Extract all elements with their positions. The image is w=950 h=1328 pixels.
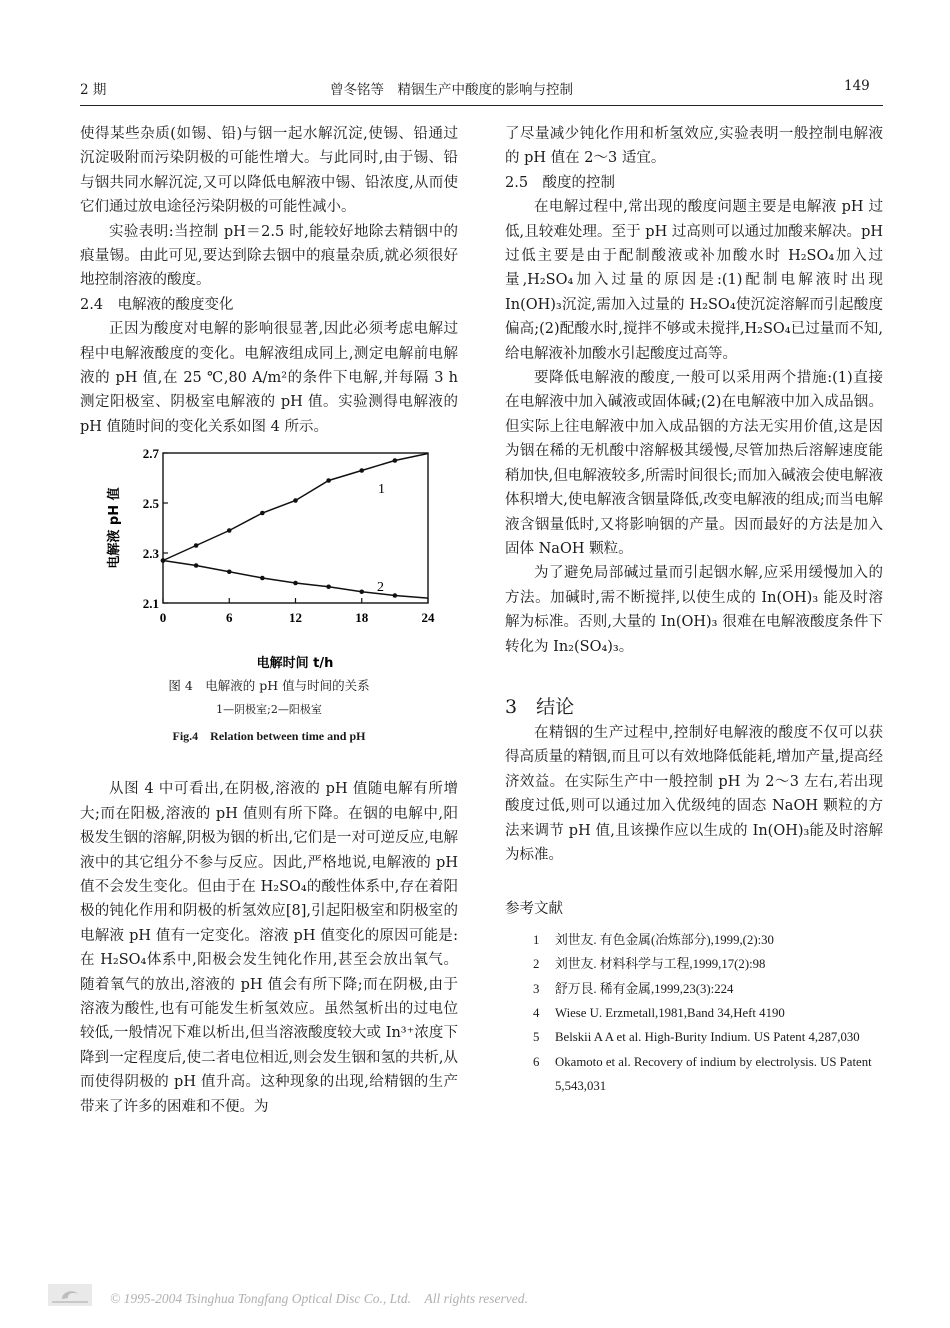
data-point-series-1 — [260, 511, 265, 516]
series-line-2 — [163, 561, 428, 599]
reference-item: 4 Wiese U. Erzmetall,1981,Band 34,Heft 4190 — [533, 1006, 785, 1020]
paragraph: 在电解过程中,常出现的酸度问题主要是电解液 pH 过低,且较难处理。至于 pH 过高则可以通过加酸来解决。pH 过低主要是由于配制酸液或补加酸水时 H₂SO₄加入过量,H₂SO₄加入过量的原因是:(1)配制电解液时出现 In(OH)₃沉淀,需加入过量的 H₂SO₄使沉淀溶解而引起酸度偏高;(2)配酸水时,搅拌不够或未搅拌,H₂SO₄已过量而不知,给电解液补加酸水引起酸度过高等。 — [505, 199, 883, 362]
header-rule — [80, 105, 883, 106]
left-column — [80, 122, 458, 1119]
x-axis-label: 电解时间 t/h — [256, 656, 334, 672]
paragraph: 在精铟的生产过程中,控制好电解液的酸度不仅可以获得高质量的精铟,而且可以有效地降低能耗,增加产量,提高经济效益。在实际生产中一般控制 pH 为 2～3 左右,若出现酸度过低,则可以通过加入优级纯的固态 NaOH 颗粒的方法来调节 pH 值,且该操作应以生成的 In(OH)₃能及时溶解为标准。 — [505, 724, 883, 863]
reference-item: 1 刘世友. 有色金属(冶炼部分),1999,(2):30 — [533, 932, 774, 947]
x-tick-label: 12 — [289, 610, 302, 626]
series-label-2: 2 — [377, 580, 384, 596]
figure-legend-cn: 1—阴极室;2—阳极室 — [216, 703, 322, 717]
figure-caption-en: Fig.4 Relation between time and pH — [172, 729, 366, 744]
page-number: 149 — [844, 78, 870, 94]
section-heading-2-4: 2.4 电解液的酸度变化 — [80, 296, 234, 313]
paragraph: 实验表明:当控制 pH＝2.5 时,能较好地除去精铟中的痕量锡。由此可见,要达到除去铟中的痕量杂质,就必须很好地控制溶液的酸度。 — [80, 223, 458, 289]
issue-number: 2 期 — [80, 82, 107, 98]
paragraph: 从图 4 中可看出,在阴极,溶液的 pH 值随电解有所增大;而在阳极,溶液的 pH 值则有所下降。在铟的电解中,阳极发生铟的溶解,阴极为铟的析出,它们是一对可逆反应,电解液中的其它组分不参与反应。因此,严格地说,电解液的 pH 值不会发生变化。但由于在 H₂SO₄的酸性体系中,存在着阳极的钝化作用和阴极的析氢效应[8],引起阳极室和阴极室的电解液 pH 值有一定变化。溶液 pH 值变化的原因可能是:在 H₂SO₄体系中,阳极会发生钝化作用,甚至会放出氧气。随着氧气的放出,溶液的 pH 值会有所下降;而在阴极,由于溶液为酸性,也有可能发生析氢效应。虽然氢析出的过电位较低,一般情况下难以析出,但当溶液酸度较大或 In³⁺浓度下降到一定程度后,使二者电位相近,则会发生铟和氢的共析,从而使得阴极的 pH 值升高。这种现象的出现,给精铟的生产带来了许多的困难和不便。为 — [80, 781, 458, 1115]
data-point-series-2 — [227, 570, 232, 575]
paragraph: 为了避免局部碱过量而引起铟水解,应采用缓慢加入的方法。加碱时,需不断搅拌,以使生成的 In(OH)₃ 能及时溶解为标准。否则,大量的 In(OH)₃ 很难在电解液酸度条件下转化为 In₂(SO₄)₃。 — [505, 565, 883, 655]
plot-frame — [163, 453, 428, 603]
references-heading: 参考文献 — [505, 901, 563, 918]
reference-item: 2 刘世友. 材料科学与工程,1999,17(2):98 — [533, 957, 766, 972]
data-point-series-2 — [393, 593, 398, 598]
paragraph: 了尽量减少钝化作用和析氢效应,实验表明一般控制电解液的 pH 值在 2～3 适宜。 — [505, 126, 883, 167]
reference-item: 3 舒万艮. 稀有金属,1999,23(3):224 — [533, 981, 734, 996]
data-point-series-2 — [293, 581, 298, 586]
copyright-footer — [48, 1284, 608, 1308]
data-point-series-2 — [260, 576, 265, 581]
reference-item: 6 Okamoto et al. Recovery of indium by electrolysis. US Patent 5,543,031 — [533, 1054, 872, 1094]
figure-caption-cn: 图 4 电解液的 pH 值与时间的关系 — [168, 678, 370, 694]
series-line-1 — [163, 454, 428, 561]
data-point-series-2 — [326, 585, 331, 590]
data-point-series-1 — [227, 528, 232, 533]
y-tick-label: 2.1 — [142, 596, 159, 612]
y-axis-label: 电解液 pH 值 — [107, 487, 122, 569]
y-tick-label: 2.7 — [142, 446, 159, 462]
data-point-series-1 — [359, 468, 364, 473]
data-point-series-2 — [359, 590, 364, 595]
section-heading-2-5: 2.5 酸度的控制 — [505, 174, 616, 191]
data-point-series-1 — [393, 458, 398, 463]
reference-item: 5 Belskii A A et al. High-Burity Indium. US Patent 4,287,030 — [533, 1030, 860, 1045]
x-tick-label: 0 — [159, 610, 167, 626]
y-tick-label: 2.3 — [142, 546, 159, 562]
data-point-series-1 — [326, 478, 331, 483]
reference-list — [505, 928, 883, 1099]
figure-4 — [80, 445, 458, 777]
x-tick-label: 24 — [421, 610, 435, 626]
ph-time-chart — [80, 445, 458, 677]
data-point-series-2 — [194, 563, 199, 568]
right-column — [505, 122, 883, 1099]
running-title: 曾冬铭等 精铟生产中酸度的影响与控制 — [330, 82, 573, 98]
data-point-series-1 — [194, 543, 199, 548]
data-point-series-1 — [293, 498, 298, 503]
paragraph: 正因为酸度对电解的影响很显著,因此必须考虑电解过程中电解液酸度的变化。电解液组成同上,测定电解前电解液的 pH 值,在 25 ℃,80 A/m²的条件下电解,并每隔 3 h 测定阳极室、阴极室电解液的 pH 值。实验测得电解液的 pH 值随时间的变化关系如图 4 所示。 — [80, 321, 458, 435]
section-heading-3: 3 结论 — [505, 695, 575, 718]
paragraph: 使得某些杂质(如锡、铅)与铟一起水解沉淀,使锡、铅通过沉淀吸附而污染阴极的可能性增大。与此同时,由于锡、铅与铟共同水解沉淀,又可以降低电解液中锡、铅浓度,从而使它们通过放电途径污染阴极的可能性减小。 — [80, 126, 458, 216]
series-label-1: 1 — [378, 482, 385, 498]
copyright-text: © 1995-2004 Tsinghua Tongfang Optical Disc Co., Ltd. All rights reserved. — [110, 1291, 528, 1306]
x-tick-label: 18 — [355, 610, 369, 626]
publisher-logo-icon — [48, 1284, 92, 1306]
paragraph: 要降低电解液的酸度,一般可以采用两个措施:(1)直接在电解液中加入碱液或固体碱;(2)在电解液中加入成品铟。但实际上往电解液中加入成品铟的方法无实用价值,这是因为铟在稀的无机酸中溶解极其缓慢,尽管加热后溶解速度能稍加快,但电解液较多,所需时间很长;而加入碱液会使电解液体积增大,使电解液含铟量降低,改变电解液的组成;而当电解液含铟量低时,又将影响铟的产量。因而最好的方法是加入固体 NaOH 颗粒。 — [505, 370, 883, 557]
x-tick-label: 6 — [226, 610, 233, 626]
data-point-series-2 — [161, 558, 166, 563]
y-tick-label: 2.5 — [142, 496, 159, 512]
